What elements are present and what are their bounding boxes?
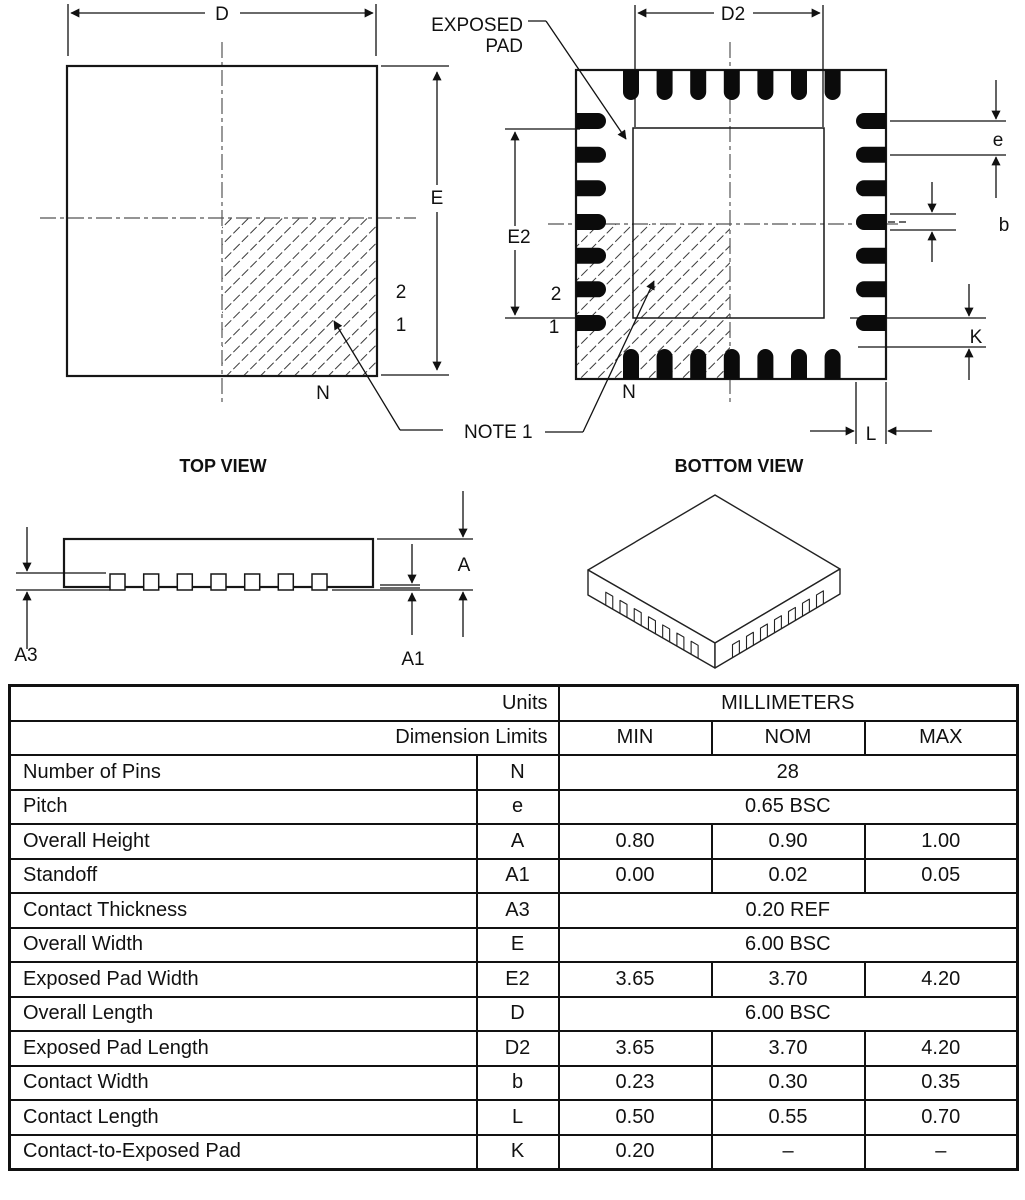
dim-label-b: b [998,215,1010,236]
dim-label-pitch: e [992,130,1004,151]
units-value: MILLIMETERS [559,686,1018,721]
contact-pad [856,147,886,163]
bottom-view-caption: BOTTOM VIEW [674,456,804,476]
dimensions-table [8,684,1019,1171]
side-contact [312,574,327,590]
top-view-pin1-label: 1 [395,315,407,336]
note1-label: NOTE 1 [464,422,533,443]
dimension-symbol-cell: K [477,1135,559,1170]
top-view-pin2-label: 2 [395,282,407,303]
dimension-value-cell: 6.00 BSC [559,997,1018,1032]
contact-pad [724,349,740,379]
top-view [40,4,449,476]
col-header-min: MIN [559,721,712,756]
side-contact [245,574,260,590]
table-row [10,893,1018,928]
side-view [14,491,473,670]
side-contact [177,574,192,590]
side-contact [110,574,125,590]
dimension-value-cell: 1.00 [865,824,1018,859]
dimension-name-cell: Standoff [10,859,477,894]
table-row [10,962,1018,997]
bottom-view-pin1-label: 1 [548,317,560,338]
top-view-pinN-label: N [316,383,330,404]
bottom-view [431,4,1009,476]
table-row-dimension-limits [10,721,1018,756]
table-row [10,1031,1018,1066]
contact-pad [576,315,606,331]
dimension-value-cell: 3.65 [559,1031,712,1066]
dimension-value-cell: 3.65 [559,962,712,997]
table-row [10,1066,1018,1101]
dimension-name-cell: Pitch [10,790,477,825]
dimension-symbol-cell: E [477,928,559,963]
dim-label-e2: E2 [507,227,531,248]
contact-pad [576,180,606,196]
table-row [10,859,1018,894]
contact-pad [856,248,886,264]
dimension-name-cell: Number of Pins [10,755,477,790]
bottom-view-pinN-label: N [622,382,636,403]
dimension-value-cell: 0.70 [865,1100,1018,1135]
top-view-caption: TOP VIEW [179,456,267,476]
dimension-value-cell: 0.35 [865,1066,1018,1101]
table-row-units [10,686,1018,721]
dimension-name-cell: Overall Length [10,997,477,1032]
table-row [10,997,1018,1032]
bottom-view-hatch-region [576,224,730,379]
dimension-value-cell: 4.20 [865,1031,1018,1066]
dimension-name-cell: Overall Height [10,824,477,859]
contact-pad [623,349,639,379]
dimension-value-cell: 0.50 [559,1100,712,1135]
bottom-view-pin2-label: 2 [550,284,562,305]
dimensions-table-body [10,755,1018,1170]
dimension-symbol-cell: N [477,755,559,790]
dimension-value-cell: 0.90 [712,824,865,859]
contact-pad [856,315,886,331]
units-label: Units [10,686,559,721]
dim-label-d: D [215,4,229,25]
contact-pad [856,214,886,230]
dimension-value-cell: 0.20 REF [559,893,1018,928]
contact-pad [576,281,606,297]
dimension-value-cell: 0.23 [559,1066,712,1101]
dimension-symbol-cell: e [477,790,559,825]
dimension-symbol-cell: L [477,1100,559,1135]
contact-pad [657,349,673,379]
dim-label-k: K [969,327,983,348]
dimension-value-cell: – [865,1135,1018,1170]
dimension-value-cell: 0.05 [865,859,1018,894]
dimension-symbol-cell: E2 [477,962,559,997]
dim-label-a1: A1 [401,649,425,670]
dimension-symbol-cell: A1 [477,859,559,894]
side-contact [211,574,226,590]
contact-pad [724,70,740,100]
dimension-value-cell: 0.02 [712,859,865,894]
dimension-symbol-cell: A [477,824,559,859]
dimension-name-cell: Exposed Pad Width [10,962,477,997]
contact-pad [856,180,886,196]
contact-pad [657,70,673,100]
dimension-name-cell: Contact-to-Exposed Pad [10,1135,477,1170]
dimension-value-cell: 0.65 BSC [559,790,1018,825]
contact-pad [825,349,841,379]
dimension-name-cell: Contact Length [10,1100,477,1135]
contact-pad [576,214,606,230]
table-row [10,790,1018,825]
contact-pad [576,248,606,264]
contact-pad [856,113,886,129]
contact-pad [856,281,886,297]
table-row [10,755,1018,790]
contact-pad [690,349,706,379]
contact-pad [576,113,606,129]
contact-pad [690,70,706,100]
table-row [10,928,1018,963]
table-row [10,1135,1018,1170]
side-contact [278,574,293,590]
dim-label-e-overall: E [430,188,444,209]
dim-label-a: A [457,555,471,576]
table-row [10,824,1018,859]
dimension-name-cell: Contact Width [10,1066,477,1101]
col-header-max: MAX [865,721,1018,756]
dim-label-a3: A3 [14,645,38,666]
dimension-symbol-cell: D2 [477,1031,559,1066]
dimension-limits-label: Dimension Limits [10,721,559,756]
contact-pad [791,70,807,100]
dimension-name-cell: Exposed Pad Length [10,1031,477,1066]
dimension-value-cell: 3.70 [712,962,865,997]
isometric-view [588,495,840,668]
side-contact [144,574,159,590]
dimension-value-cell: 0.20 [559,1135,712,1170]
dimension-value-cell: 0.55 [712,1100,865,1135]
dimension-value-cell: 6.00 BSC [559,928,1018,963]
dimension-name-cell: Contact Thickness [10,893,477,928]
dimension-value-cell: 0.30 [712,1066,865,1101]
contact-pad [757,70,773,100]
contact-pad [791,349,807,379]
contact-pad [825,70,841,100]
exposed-pad-label-line1: EXPOSED [431,15,523,36]
table-row [10,1100,1018,1135]
contact-pad [576,147,606,163]
dim-label-l: L [865,424,877,445]
col-header-nom: NOM [712,721,865,756]
contact-pad [623,70,639,100]
dimension-symbol-cell: b [477,1066,559,1101]
exposed-pad-label-line2: PAD [485,36,523,57]
dimension-value-cell: – [712,1135,865,1170]
dim-label-d2: D2 [720,4,746,25]
dimension-name-cell: Overall Width [10,928,477,963]
dimension-symbol-cell: A3 [477,893,559,928]
top-view-hatch-region [222,218,377,376]
dimension-symbol-cell: D [477,997,559,1032]
dimension-value-cell: 28 [559,755,1018,790]
dimension-value-cell: 4.20 [865,962,1018,997]
iso-top-face [588,495,840,643]
dimension-value-cell: 0.80 [559,824,712,859]
contact-pad [757,349,773,379]
dimension-value-cell: 3.70 [712,1031,865,1066]
dimension-value-cell: 0.00 [559,859,712,894]
